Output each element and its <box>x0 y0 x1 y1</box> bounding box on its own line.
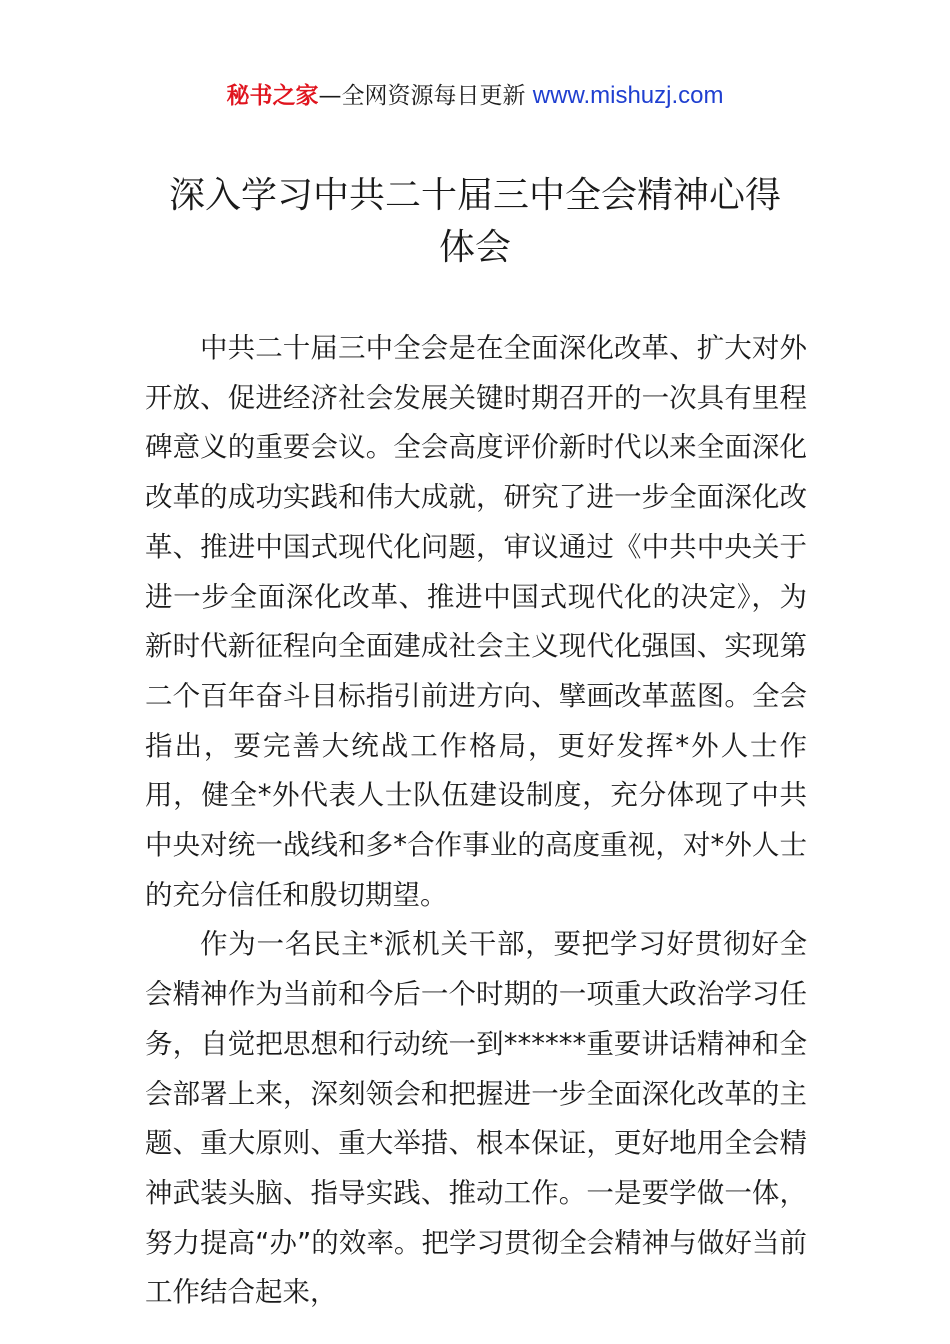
title-line-2: 体会 <box>438 227 511 268</box>
site-url-link[interactable]: www.mishuzj.com <box>532 82 724 109</box>
header-tagline: —全网资源每日更新 <box>318 83 533 109</box>
brand-name: 秘书之家 <box>226 83 319 109</box>
paragraph: 作为一名民主*派机关干部，要把学习好贯彻好全会精神作为当前和今后一个时期的一项重大政治学习任务，自觉把思想和行动统一到******重要讲话精神和全会部署上来，深刻领会和把握进一步全面深化改革的主题、重大原则、重大举措、根本保证，更好地用全会精神武装头脑、指导实践、推动工作。一是要学做一体，努力提高“办”的效率。把学习贯彻全会精神与做好当前工作结合起来， <box>145 928 807 1309</box>
document-title <box>140 170 810 274</box>
document-body <box>145 324 807 1318</box>
site-header <box>0 80 950 112</box>
title-line-1: 深入学习中共二十届三中全会精神心得 <box>168 175 781 216</box>
paragraph: 中共二十届三中全会是在全面深化改革、扩大对外开放、促进经济社会发展关键时期召开的一次具有里程碑意义的重要会议。全会高度评价新时代以来全面深化改革的成功实践和伟大成就，研究了进一步全面深化改革、推进中国式现代化问题，审议通过《中共中央关于进一步全面深化改革、推进中国式现代化的决定》，为新时代新征程向全面建成社会主义现代化强国、实现第二个百年奋斗目标指引前进方向、擘画改革蓝图。全会指出，要完善大统战工作格局，更好发挥*外人士作用，健全*外代表人士队伍建设制度，充分体现了中共中央对统一战线和多*合作事业的高度重视，对*外人士的充分信任和殷切期望。 <box>145 332 807 911</box>
